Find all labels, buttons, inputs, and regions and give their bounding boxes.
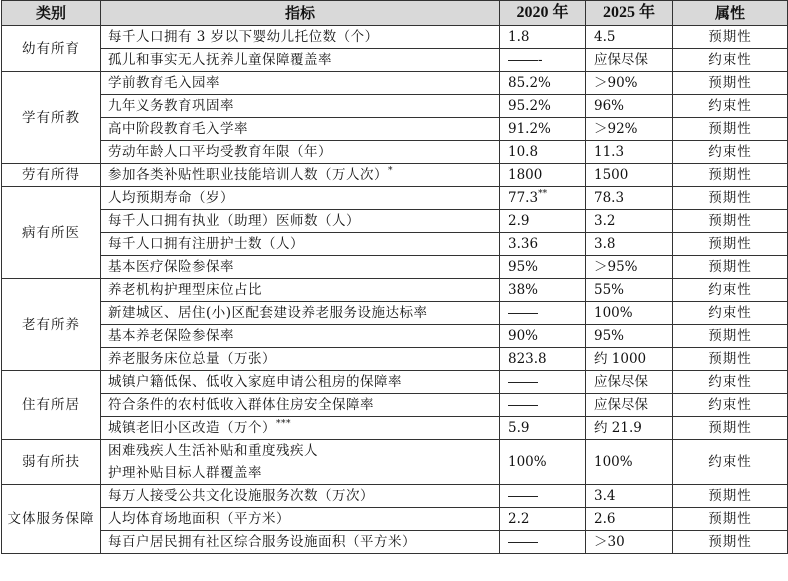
attribute-cell: 预期性 [673, 26, 788, 49]
attribute-cell: 预期性 [673, 164, 788, 187]
table-row [2, 485, 788, 508]
attribute-cell: 预期性 [673, 485, 788, 508]
table-row [2, 440, 788, 485]
value-2025-cell: ＞30 [586, 531, 673, 554]
dash-mark [508, 313, 538, 314]
value-2025-cell: 11.3 [586, 141, 673, 164]
value-2020-text: - [538, 52, 543, 68]
indicator-cell: 基本养老保险参保率 [101, 325, 500, 348]
value-2025-cell: 约 1000 [586, 348, 673, 371]
table-row [2, 256, 788, 279]
attribute-cell: 预期性 [673, 348, 788, 371]
indicator-cell: 学前教育毛入园率 [101, 72, 500, 95]
value-2020-text: 77.3 [508, 190, 539, 206]
value-2020-cell: 5.9 [500, 417, 586, 440]
indicator-cell: 每万人接受公共文化设施服务次数（万次） [101, 485, 500, 508]
value-2020-cell: 100% [500, 440, 586, 485]
value-2020-cell [500, 485, 586, 508]
indicator-cell: 养老服务床位总量（万张） [101, 348, 500, 371]
indicator-cell: 劳动年龄人口平均受教育年限（年） [101, 141, 500, 164]
value-2025-cell: ＞95% [586, 256, 673, 279]
value-2025-cell: 应保尽保 [586, 49, 673, 72]
dash-mark [508, 496, 538, 497]
value-2025-cell: 3.8 [586, 233, 673, 256]
indicator-cell: 每百户居民拥有社区综合服务设施面积（平方米） [101, 531, 500, 554]
indicator-cell: 人均体育场地面积（平方米） [101, 508, 500, 531]
value-2020-cell: 10.8 [500, 141, 586, 164]
indicator-line-2: 护理补贴目标人群覆盖率 [108, 465, 262, 481]
value-2020-cell [500, 531, 586, 554]
table-row [2, 371, 788, 394]
value-2025-cell: 2.6 [586, 508, 673, 531]
table-row [2, 26, 788, 49]
footnote-mark: *** [276, 419, 291, 429]
footnote-mark: ** [538, 189, 548, 199]
value-2020-cell: 38% [500, 279, 586, 302]
value-2025-cell: 4.5 [586, 26, 673, 49]
indicator-cell: 每千人口拥有 3 岁以下婴幼儿托位数（个） [101, 26, 500, 49]
category-cell: 老有所养 [2, 279, 101, 371]
value-2020-cell: 95.2% [500, 95, 586, 118]
value-2020-cell: 85.2% [500, 72, 586, 95]
indicator-cell: 每千人口拥有注册护士数（人） [101, 233, 500, 256]
value-2025-cell: 95% [586, 325, 673, 348]
header-2020: 2020 年 [500, 1, 586, 26]
value-2020-cell [500, 187, 586, 210]
indicator-cell: 符合条件的农村低收入群体住房安全保障率 [101, 394, 500, 417]
attribute-cell: 预期性 [673, 210, 788, 233]
category-cell: 幼有所育 [2, 26, 101, 72]
attribute-cell: 预期性 [673, 508, 788, 531]
table-row [2, 210, 788, 233]
table-row [2, 141, 788, 164]
attribute-cell: 预期性 [673, 118, 788, 141]
table-row [2, 348, 788, 371]
indicator-line-1: 困难残疾人生活补贴和重度残疾人 [108, 443, 318, 459]
value-2020-cell: 2.2 [500, 508, 586, 531]
table-row [2, 72, 788, 95]
attribute-cell: 约束性 [673, 49, 788, 72]
attribute-cell: 预期性 [673, 531, 788, 554]
value-2020-cell: 91.2% [500, 118, 586, 141]
attribute-cell: 约束性 [673, 141, 788, 164]
indicator-cell: 九年义务教育巩固率 [101, 95, 500, 118]
value-2025-cell: 3.2 [586, 210, 673, 233]
value-2025-cell: 55% [586, 279, 673, 302]
value-2025-cell: ＞92% [586, 118, 673, 141]
value-2025-cell: 应保尽保 [586, 394, 673, 417]
value-2025-cell: 应保尽保 [586, 371, 673, 394]
indicator-cell: 每千人口拥有执业（助理）医师数（人） [101, 210, 500, 233]
attribute-cell: 约束性 [673, 371, 788, 394]
table-row [2, 302, 788, 325]
category-cell: 病有所医 [2, 187, 101, 279]
table-row [2, 508, 788, 531]
category-cell: 学有所教 [2, 72, 101, 164]
table-row [2, 325, 788, 348]
indicator-cell: 新建城区、居住(小)区配套建设养老服务设施达标率 [101, 302, 500, 325]
attribute-cell: 预期性 [673, 325, 788, 348]
attribute-cell: 约束性 [673, 279, 788, 302]
value-2020-cell [500, 302, 586, 325]
attribute-cell: 预期性 [673, 72, 788, 95]
table-row [2, 531, 788, 554]
value-2020-cell [500, 394, 586, 417]
category-cell: 劳有所得 [2, 164, 101, 187]
category-cell: 住有所居 [2, 371, 101, 440]
indicator-text: 参加各类补贴性职业技能培训人数（万人次） [108, 167, 388, 183]
value-2025-cell: 约 21.9 [586, 417, 673, 440]
indicator-text: 城镇老旧小区改造（万个） [108, 420, 276, 436]
attribute-cell: 预期性 [673, 256, 788, 279]
value-2020-cell [500, 49, 586, 72]
header-attribute: 属性 [673, 1, 788, 26]
header-category: 类别 [2, 1, 101, 26]
table-row [2, 417, 788, 440]
indicator-cell: 人均预期寿命（岁） [101, 187, 500, 210]
indicator-cell: 城镇户籍低保、低收入家庭申请公租房的保障率 [101, 371, 500, 394]
category-cell: 弱有所扶 [2, 440, 101, 485]
value-2025-cell: 100% [586, 440, 673, 485]
dash-mark [508, 60, 538, 61]
attribute-cell: 预期性 [673, 417, 788, 440]
attribute-cell: 约束性 [673, 394, 788, 417]
header-indicator: 指标 [101, 1, 500, 26]
attribute-cell: 预期性 [673, 187, 788, 210]
table-row [2, 187, 788, 210]
value-2025-cell: 78.3 [586, 187, 673, 210]
table-row [2, 49, 788, 72]
value-2025-cell: 3.4 [586, 485, 673, 508]
value-2025-cell: ＞90% [586, 72, 673, 95]
indicator-cell: 基本医疗保险参保率 [101, 256, 500, 279]
value-2020-cell: 90% [500, 325, 586, 348]
value-2025-cell: 96% [586, 95, 673, 118]
value-2025-cell: 1500 [586, 164, 673, 187]
value-2020-cell: 1800 [500, 164, 586, 187]
footnote-mark: * [388, 166, 393, 176]
attribute-cell: 约束性 [673, 302, 788, 325]
value-2020-cell: 823.8 [500, 348, 586, 371]
category-cell: 文体服务保障 [2, 485, 101, 554]
value-2020-cell: 3.36 [500, 233, 586, 256]
table-row [2, 95, 788, 118]
value-2020-cell: 2.9 [500, 210, 586, 233]
attribute-cell: 预期性 [673, 233, 788, 256]
dash-mark [508, 382, 538, 383]
value-2020-cell: 95% [500, 256, 586, 279]
indicator-cell [101, 417, 500, 440]
table-row [2, 279, 788, 302]
attribute-cell: 约束性 [673, 95, 788, 118]
value-2020-cell [500, 371, 586, 394]
table-row [2, 118, 788, 141]
indicator-cell [101, 440, 500, 485]
indicator-table [1, 0, 788, 554]
dash-mark [508, 405, 538, 406]
header-row [2, 1, 788, 26]
table-row [2, 394, 788, 417]
indicator-cell: 高中阶段教育毛入学率 [101, 118, 500, 141]
indicator-cell: 养老机构护理型床位占比 [101, 279, 500, 302]
attribute-cell: 约束性 [673, 440, 788, 485]
table-row [2, 164, 788, 187]
value-2020-cell: 1.8 [500, 26, 586, 49]
header-2025: 2025 年 [586, 1, 673, 26]
table-row [2, 233, 788, 256]
indicator-cell [101, 164, 500, 187]
indicator-cell: 孤儿和事实无人抚养儿童保障覆盖率 [101, 49, 500, 72]
value-2025-cell: 100% [586, 302, 673, 325]
dash-mark [508, 542, 538, 543]
